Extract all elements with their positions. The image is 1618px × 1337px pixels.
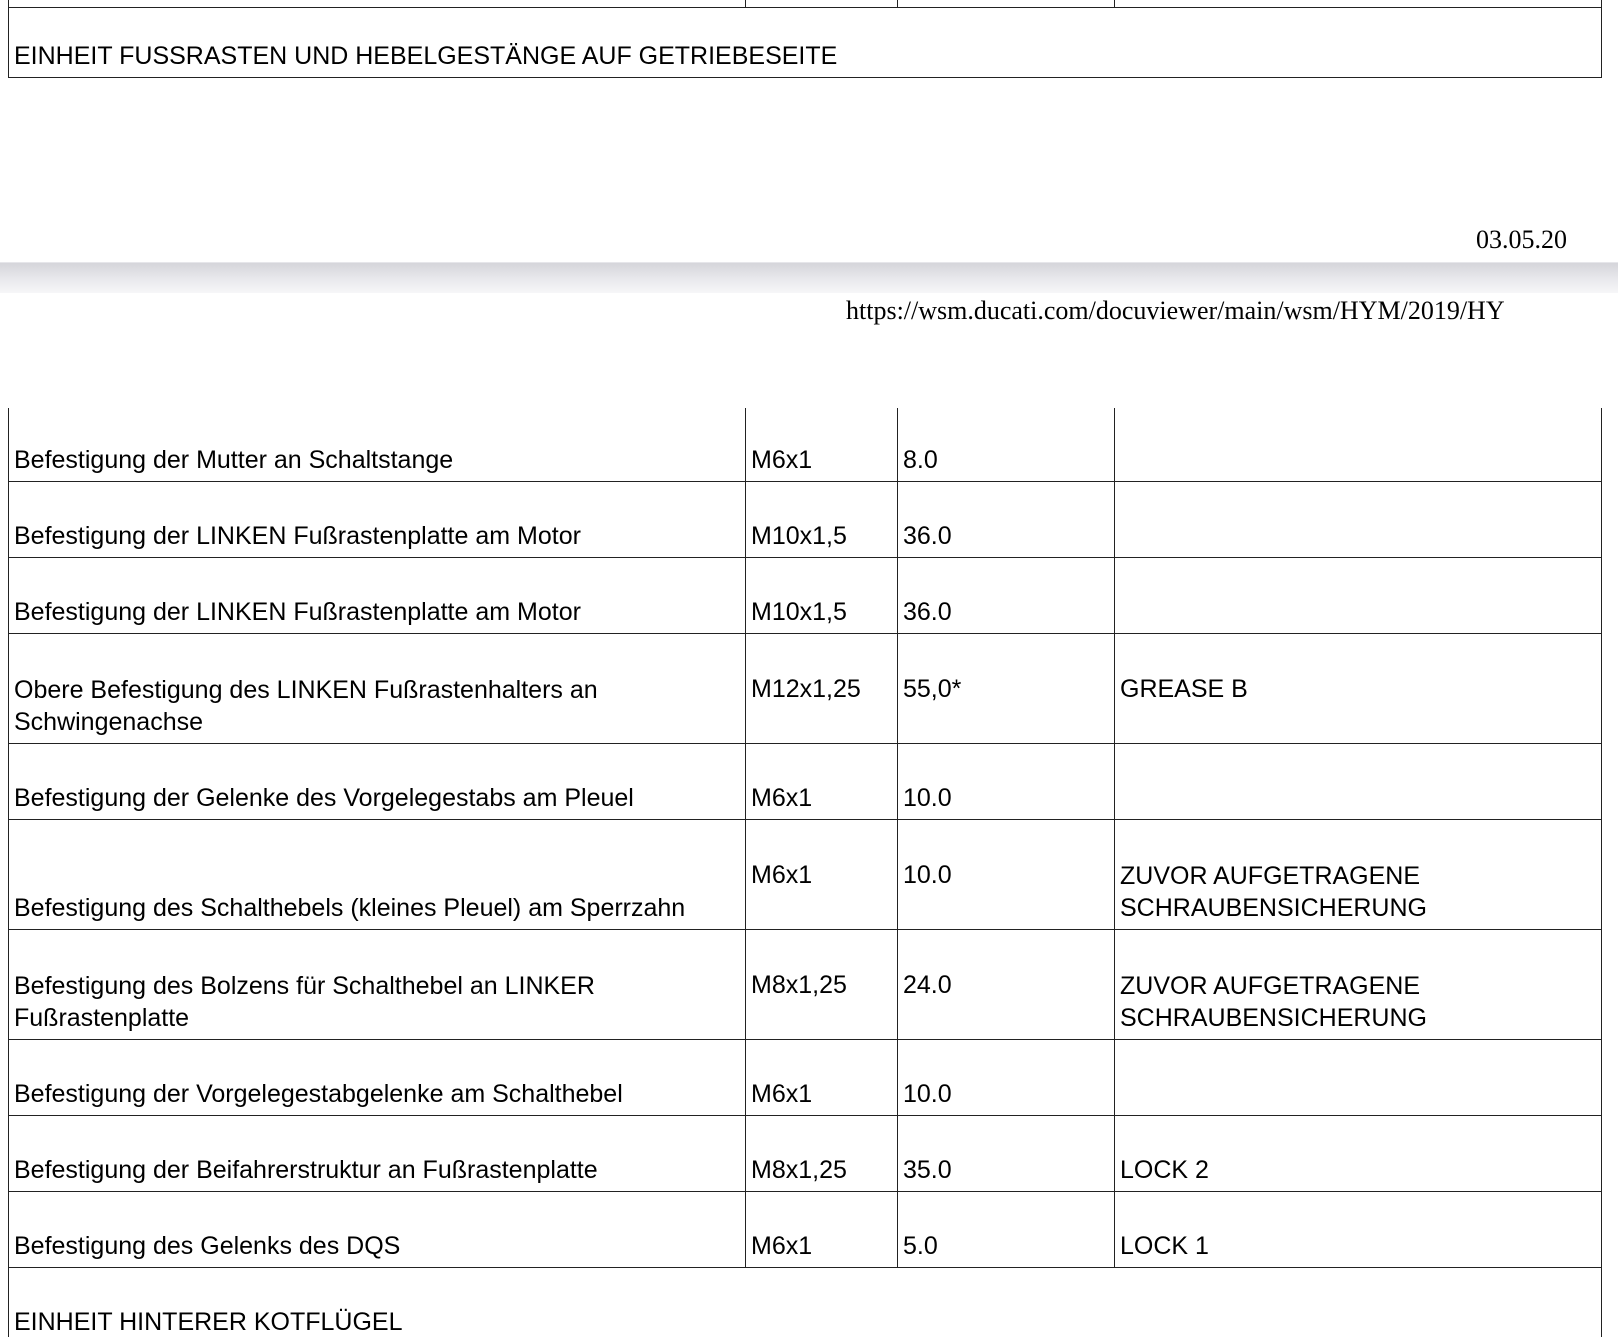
- note-cell: LOCK 1: [1115, 1192, 1602, 1268]
- table-row: [9, 408, 1602, 482]
- table-row: [9, 0, 1602, 8]
- thread-cell: M6x1: [746, 1192, 898, 1268]
- note-cell: [1115, 744, 1602, 820]
- thread-cell: M6x1: [746, 408, 898, 482]
- table-row: [9, 744, 1602, 820]
- table-row: [9, 634, 1602, 744]
- table-row: [9, 558, 1602, 634]
- thread-cell: M8x1,25: [746, 1116, 898, 1192]
- table-row: [9, 1116, 1602, 1192]
- torque-cell: 5.0: [898, 1192, 1115, 1268]
- table-row: [9, 1040, 1602, 1116]
- thread-cell: M12x1,25: [746, 634, 898, 744]
- description-cell: Befestigung der LINKEN Fußrastenplatte am Motor: [9, 482, 746, 558]
- note-cell: ZUVOR AUFGETRAGENE SCHRAUBENSICHERUNG: [1115, 930, 1602, 1040]
- description-cell: Befestigung des Schalthebels (kleines Pleuel) am Sperrzahn: [9, 820, 746, 930]
- table-cell: [898, 0, 1115, 8]
- note-cell: LOCK 2: [1115, 1116, 1602, 1192]
- table-row: [9, 1192, 1602, 1268]
- table-row: [9, 930, 1602, 1040]
- description-cell: Befestigung der LINKEN Fußrastenplatte am Motor: [9, 558, 746, 634]
- thread-cell: M6x1: [746, 820, 898, 930]
- table-cell: [9, 0, 746, 8]
- description-cell: Befestigung der Mutter an Schaltstange: [9, 408, 746, 482]
- note-cell: [1115, 558, 1602, 634]
- print-date: 03.05.20: [1476, 225, 1567, 254]
- table-cell: [1115, 0, 1602, 8]
- thread-cell: M6x1: [746, 744, 898, 820]
- torque-cell: 36.0: [898, 482, 1115, 558]
- note-cell: ZUVOR AUFGETRAGENE SCHRAUBENSICHERUNG: [1115, 820, 1602, 930]
- source-url: https://wsm.ducati.com/docuviewer/main/wsm/HYM/2019/HY: [846, 296, 1505, 325]
- thread-cell: M10x1,5: [746, 482, 898, 558]
- description-cell: Befestigung der Beifahrerstruktur an Fußrastenplatte: [9, 1116, 746, 1192]
- torque-cell: 10.0: [898, 820, 1115, 930]
- torque-cell: 36.0: [898, 558, 1115, 634]
- note-cell: [1115, 408, 1602, 482]
- section-header-rear-fender: EINHEIT HINTERER KOTFLÜGEL: [9, 1268, 1602, 1337]
- torque-cell: 24.0: [898, 930, 1115, 1040]
- thread-cell: M10x1,5: [746, 558, 898, 634]
- note-cell: GREASE B: [1115, 634, 1602, 744]
- description-cell: Befestigung des Gelenks des DQS: [9, 1192, 746, 1268]
- torque-cell: 55,0*: [898, 634, 1115, 744]
- torque-cell: 8.0: [898, 408, 1115, 482]
- section-header-row: [9, 1268, 1602, 1337]
- section-header-row: [9, 8, 1602, 78]
- thread-cell: M6x1: [746, 1040, 898, 1116]
- description-cell: Befestigung der Vorgelegestabgelenke am Schalthebel: [9, 1040, 746, 1116]
- description-cell: Befestigung der Gelenke des Vorgelegestabs am Pleuel: [9, 744, 746, 820]
- table-row: [9, 820, 1602, 930]
- table-cell: [746, 0, 898, 8]
- description-cell: Obere Befestigung des LINKEN Fußrastenhalters an Schwingenachse: [9, 634, 746, 744]
- description-cell: Befestigung des Bolzens für Schalthebel an LINKER Fußrastenplatte: [9, 930, 746, 1040]
- torque-table: [8, 408, 1602, 1337]
- torque-cell: 35.0: [898, 1116, 1115, 1192]
- thread-cell: M8x1,25: [746, 930, 898, 1040]
- section-header-footrests: EINHEIT FUSSRASTEN UND HEBELGESTÄNGE AUF GETRIEBESEITE: [9, 8, 1602, 78]
- table-row: [9, 482, 1602, 558]
- torque-cell: 10.0: [898, 1040, 1115, 1116]
- note-cell: [1115, 1040, 1602, 1116]
- note-cell: [1115, 482, 1602, 558]
- torque-table-previous-page: [8, 0, 1602, 78]
- torque-cell: 10.0: [898, 744, 1115, 820]
- page-divider: [0, 262, 1618, 293]
